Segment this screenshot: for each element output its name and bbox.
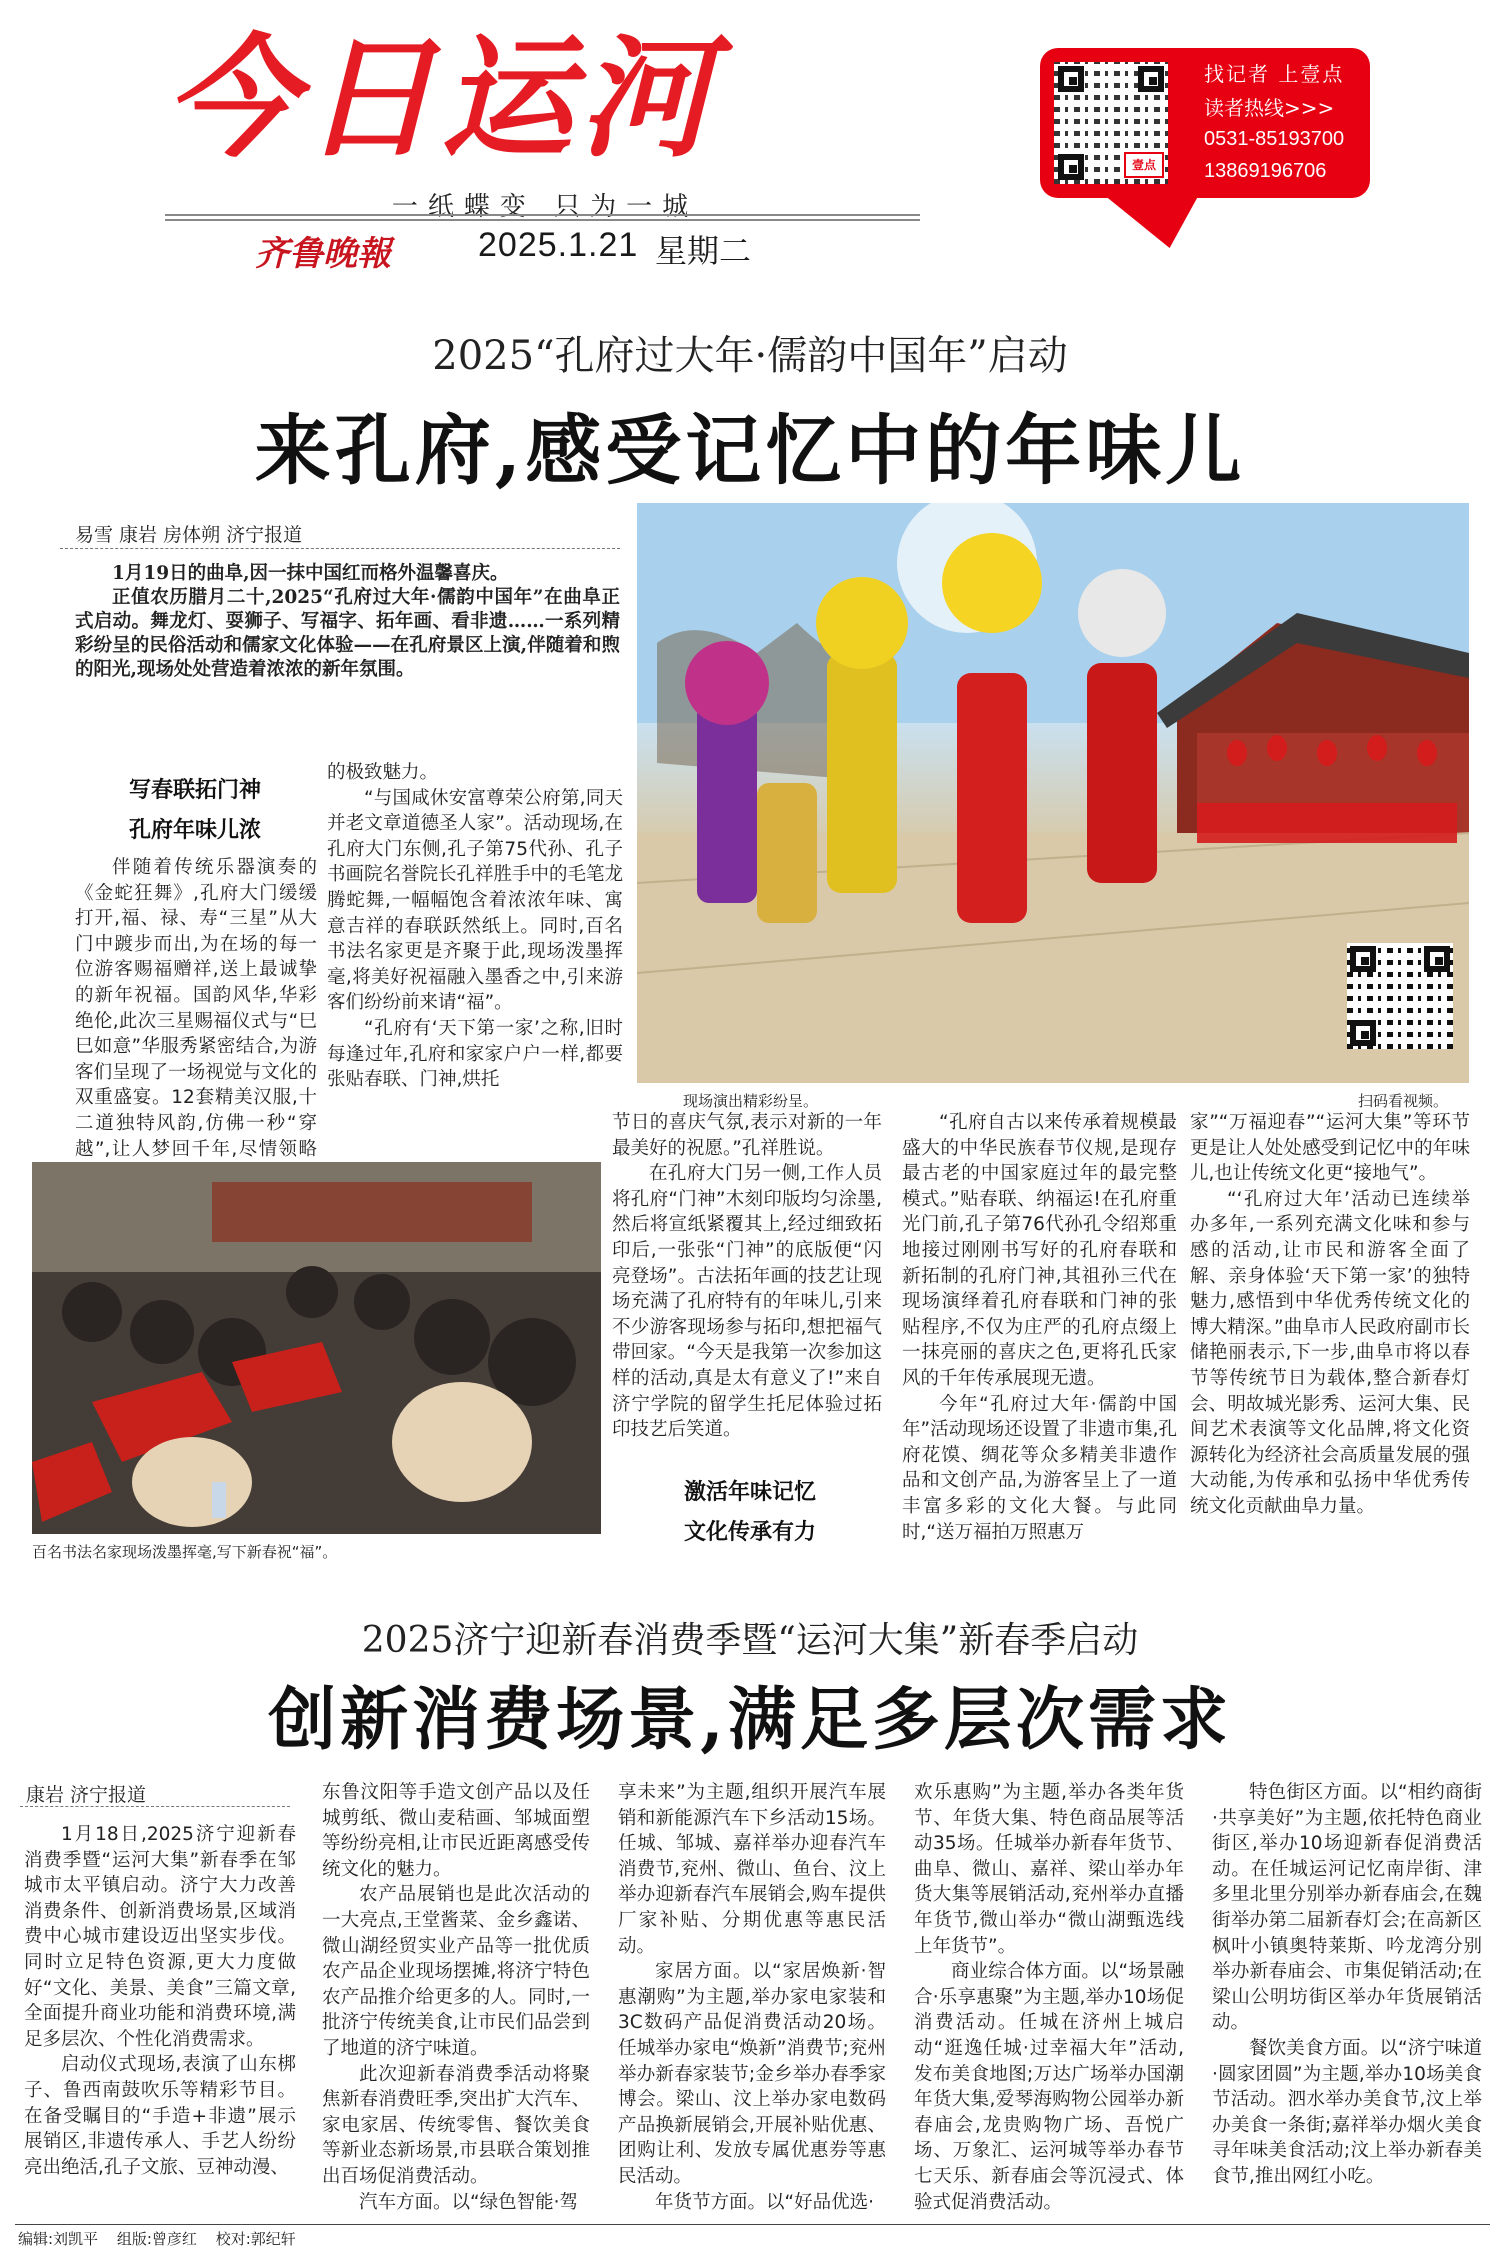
masthead-rule-thin [165, 219, 920, 221]
story2-subheadline: 2025济宁迎新春消费季暨“运河大集”新春季启动 [361, 1620, 1139, 1661]
story1-column3 [612, 1110, 882, 1443]
section1-title-line2: 孔府年味儿浓 [128, 817, 261, 843]
hotline-line2: 读者热线>>> [1204, 96, 1335, 120]
story2-column3 [618, 1780, 886, 2215]
body-paragraph: 启动仪式现场,表演了山东梆子、鲁西南鼓吹乐等精彩节目。在备受瞩目的“手造+非遗”展示展销区,非遗传承人、手艺人纷纷亮出绝活,孔子文旅、豆神动漫、 [24, 2054, 296, 2178]
footer-editor: 编辑:刘凯平 [18, 2230, 99, 2248]
body-paragraph: 餐饮美食方面。以“济宁味道·圆家团圆”为主题,举办10场美食节活动。泗水举办美食节,汶上举办美食一条街;嘉祥举办烟火美食寻年味美食活动;汶上举办新春美食节,推出网红小吃。 [1212, 2037, 1482, 2187]
photo1-qr-caption: 扫码看视频。 [1358, 1092, 1449, 1110]
byline-rule [60, 548, 620, 549]
photo1-caption: 现场演出精彩纷呈。 [683, 1092, 819, 1110]
body-paragraph: 享未来”为主题,组织开展汽车展销和新能源汽车下乡活动15场。任城、邹城、嘉祥举办迎春汽车消费节,兖州、微山、鱼台、汶上举办迎新春汽车展销会,购车提供厂家补贴、分期优惠等惠民活动。 [618, 1782, 886, 1957]
section2-title-line1: 激活年味记忆 [683, 1479, 816, 1505]
lion-dance-illustration [637, 503, 1469, 1083]
story1-section1-title [75, 770, 315, 850]
story1-byline: 易雪 康岩 房体朔 济宁报道 [75, 524, 303, 546]
issue-weekday: 星期二 [655, 232, 752, 270]
hotline-qr-code-icon[interactable] [1054, 62, 1168, 184]
body-paragraph: 家”“万福迎春”“运河大集”等环节更是让人处处感受到记忆中的年味儿,也让传统文化更“接地气”。 [1190, 1112, 1470, 1185]
story1-lead [75, 562, 620, 682]
body-paragraph: 欢乐惠购”为主题,举办各类年货节、年货大集、特色商品展等活动35场。任城举办新春年货节、曲阜、微山、嘉祥、梁山举办年货大集等展销活动,兖州举办直播年货节,微山举办“微山湖甄选线上年货节”。 [914, 1782, 1184, 1957]
body-paragraph: 年货节方面。以“好品优选· [655, 2191, 874, 2213]
footer-rule [15, 2224, 1490, 2225]
body-paragraph: 商业综合体方面。以“场景融合·乐享惠聚”为主题,举办10场促消费活动。任城在济州上城启动“逛逸任城·过幸福大年”活动,发布美食地图;万达广场举办国潮年货大集,爱琴海购物公园举办新春庙会,龙贵购物广场、吾悦广场、万象汇、运河城等举办春节七天乐、新春庙会等沉浸式、体验式促消费活动。 [914, 1961, 1184, 2213]
hotline-box [1040, 48, 1370, 198]
hotline-bubble-tail [1100, 192, 1239, 248]
story1-column2 [327, 760, 623, 1093]
body-paragraph: 在孔府大门另一侧,工作人员将孔府“门神”木刻印版均匀涂墨,然后将宣纸紧覆其上,经过细致拓印后,一张张“门神”的底版便“闪亮登场”。古法拓年画的技艺让现场充满了孔府特有的年味儿,引来不少游客现场参与拓印,想把福气带回家。“今天是我第一次参加这样的活动,真是太有意义了!”来自济宁学院的留学生托尼体验过拓印技艺后笑道。 [612, 1163, 882, 1441]
story1-column4 [902, 1110, 1177, 1545]
masthead-title: 今日运河 [165, 22, 717, 176]
body-paragraph: 今年“孔府过大年·儒韵中国年”活动现场还设置了非遗市集,孔府花馍、绸花等众多精美非遗作品和文创产品,为游客呈上了一道丰富多彩的文化大餐。与此同时,“送万福拍万照惠万 [902, 1393, 1177, 1543]
story1-column1 [75, 855, 317, 1188]
body-paragraph: 汽车方面。以“绿色智能·驾 [359, 2191, 578, 2213]
body-paragraph: 1月18日,2025济宁迎新春消费季暨“运河大集”新春季在邹城市太平镇启动。济宁大力改善消费条件、创新消费场景,区域消费中心城市建设迈出坚实步伐。同时立足特色资源,更大力度做好“文化、美景、美食”三篇文章,全面提升商业功能和消费环境,满足多层次、个性化消费需求。 [24, 1824, 296, 2050]
footer-designer: 组版:曾彦红 [116, 2230, 197, 2248]
body-paragraph: 农产品展销也是此次活动的一大亮点,王堂酱菜、金乡鑫诺、微山湖经贸实业产品等一批优质农产品企业现场摆摊,将济宁特色农产品推介给更多的人。同时,一批济宁传统美食,让市民们品尝到了地道的济宁味道。 [322, 1884, 590, 2059]
story1-headline: 来孔府,感受记忆中的年味儿 [254, 406, 1246, 495]
lead-paragraph: 1月19日的曲阜,因一抹中国红而格外温馨喜庆。 [112, 563, 509, 584]
qr-badge: 壹点 [1124, 152, 1164, 178]
body-paragraph: “孔府有‘天下第一家’之称,旧时每逢过年,孔府和家家户户一样,都要张贴春联、门神,烘托 [327, 1017, 623, 1091]
photo2-caption: 百名书法名家现场泼墨挥毫,写下新春祝“福”。 [32, 1543, 338, 1561]
body-paragraph: 特色街区方面。以“相约商街·共享美好”为主题,依托特色商业街区,举办10场迎新春促消费活动。在任城运河记忆南岸街、津多里北里分别举办新春庙会,在魏街举办第二届新春灯会;在高新区枫叶小镇奥特莱斯、吟龙湾分别举办新春庙会、市集促销活动;在梁山公明坊街区举办年货展销活动。 [1212, 1782, 1482, 2034]
story2-column5 [1212, 1780, 1482, 2190]
footer-credits [18, 2228, 296, 2249]
body-paragraph: 节日的喜庆气氛,表示对新的一年最美好的祝愿。”孔祥胜说。 [612, 1112, 882, 1159]
newspaper-brand: 齐鲁晚報 [255, 234, 391, 274]
lead-paragraph: 正值农历腊月二十,2025“孔府过大年·儒韵中国年”在曲阜正式启动。舞龙灯、耍狮子、写福字、拓年画、看非遗……一系列精彩纷呈的民俗活动和儒家文化体验——在孔府景区上演,伴随着和煦的阳光,现场处处营造着浓浓的新年氛围。 [75, 587, 620, 680]
story2-byline: 康岩 济宁报道 [26, 1784, 147, 1806]
story1-subheadline: 2025“孔府过大年·儒韵中国年”启动 [432, 333, 1068, 379]
footer-proofreader: 校对:郭纪轩 [215, 2230, 296, 2248]
story2-column2 [322, 1780, 590, 2215]
story2-headline: 创新消费场景,满足多层次需求 [268, 1680, 1232, 1760]
masthead-rule [165, 214, 920, 216]
body-paragraph: 家居方面。以“家居焕新·智惠潮购”为主题,举办家电家装和3C数码产品促消费活动20场。任城举办家电“焕新”消费节;兖州举办新春家装节;金乡举办春季家博会。梁山、汶上举办家电数码产品换新展销会,开展补贴优惠、团购让利、发放专属优惠券等惠民活动。 [618, 1961, 886, 2187]
hotline-phone2: 13869196706 [1204, 160, 1327, 182]
calligraphy-photo [32, 1162, 601, 1534]
story2-column1 [24, 1822, 296, 2180]
byline2-rule [20, 1806, 290, 1807]
body-paragraph: “孔府自古以来传承着规模最盛大的中华民族春节仪规,是现存最古老的中国家庭过年的最完整模式。”贴春联、纳福运!在孔府重光门前,孔子第76代孙孔令绍郑重地接过刚刚书写好的孔府春联和新拓制的孔府门神,其祖孙三代在现场演绎着孔府春联和门神的张贴程序,不仅为庄严的孔府点缀上一抹亮丽的喜庆之色,更将孔氏家风的千年传承展现无遗。 [902, 1112, 1177, 1389]
body-paragraph: 此次迎新春消费季活动将聚焦新春消费旺季,突出扩大汽车、家电家居、传统零售、餐饮美食等新业态新场景,市县联合策划推出百场促消费活动。 [322, 2063, 590, 2187]
story2-column4 [914, 1780, 1184, 2215]
body-paragraph: 伴随着传统乐器演奏的《金蛇狂舞》,孔府大门缓缓打开,福、禄、寿“三星”从大门中踱步而出,为在场的每一位游客赐福赠祥,送上最诚挚的新年祝福。国韵风华,华彩绝伦,此次三星赐福仪式与“巳巳如意”华服秀紧密结合,为游客们呈现了一场视觉与文化的双重盛宴。12套精美汉服,十二道独特风韵,仿佛一秒“穿越”,让人梦回千年,尽情领略 [75, 857, 317, 1160]
section2-title-line2: 文化传承有力 [683, 1519, 816, 1545]
lion-dance-photo [637, 503, 1469, 1083]
hotline-phone1: 0531-85193700 [1204, 128, 1345, 150]
calligraphy-illustration [32, 1162, 601, 1534]
body-paragraph: 东鲁汶阳等手造文创产品以及任城剪纸、微山麦秸画、邹城面塑等纷纷亮相,让市民近距离感受传统文化的魅力。 [322, 1782, 590, 1880]
body-paragraph: 的极致魅力。 [327, 762, 439, 783]
hotline-line1: 找记者 上壹点 [1204, 62, 1345, 86]
masthead-slogan: 一纸蝶变 只为一城 [391, 192, 699, 222]
issue-date: 2025.1.21 [478, 226, 639, 264]
story1-column5 [1190, 1110, 1470, 1520]
section1-title-line1: 写春联拓门神 [128, 777, 261, 803]
body-paragraph: “‘孔府过大年’活动已连续举办多年,一系列充满文化味和参与感的活动,让市民和游客全面了解、亲身体验‘天下第一家’的独特魅力,感悟到中华优秀传统文化的博大精深。”曲阜市人民政府副市长储艳丽表示,下一步,曲阜市将以春节等传统节日为载体,整合新春灯会、明故城光影秀、运河大集、民间艺术表演等文化品牌,将文化资源转化为经济社会高质量发展的强大动能,为传承和弘扬中华优秀传统文化贡献曲阜力量。 [1190, 1188, 1470, 1517]
story1-section2-title [640, 1472, 860, 1552]
video-qr-code-icon[interactable] [1347, 943, 1453, 1049]
body-paragraph: “与国咸休安富尊荣公府第,同天并老文章道德圣人家”。活动现场,在孔府大门东侧,孔子第75代孙、孔子书画院名誉院长孔祥胜手中的毛笔龙腾蛇舞,一幅幅饱含着浓浓年味、寓意吉祥的春联跃然纸上。同时,百名书法名家更是齐聚于此,现场泼墨挥毫,将美好祝福融入墨香之中,引来游客们纷纷前来请“福”。 [327, 787, 624, 1014]
